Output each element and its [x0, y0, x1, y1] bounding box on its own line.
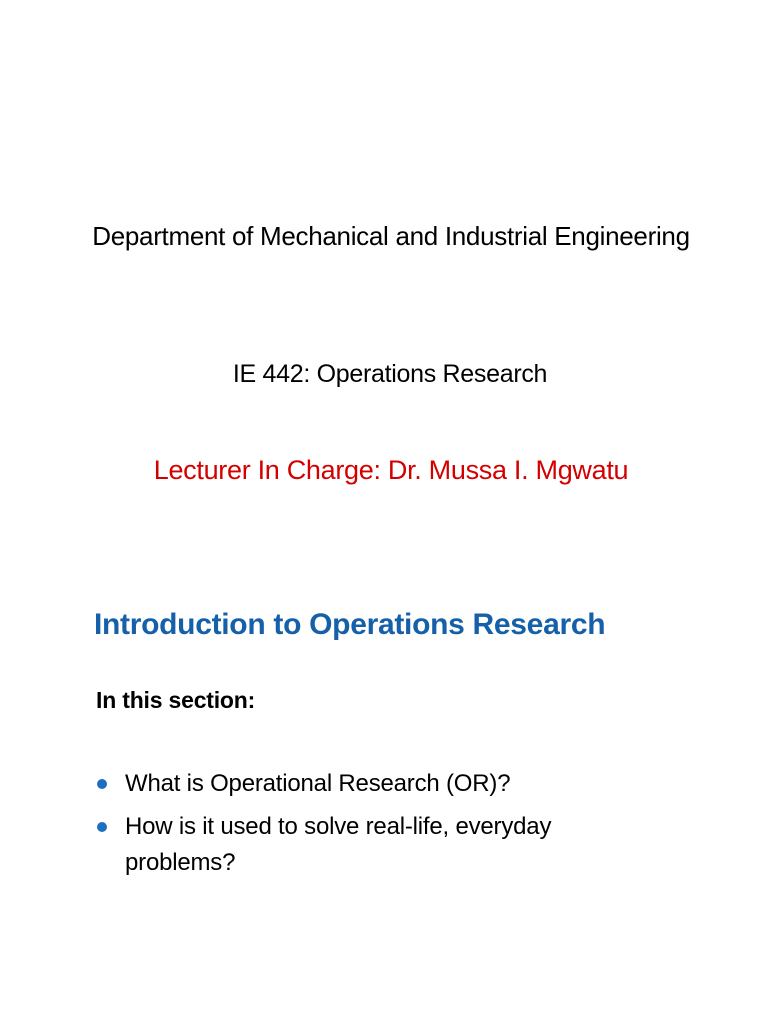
bullet-dot-icon — [97, 822, 107, 832]
lecturer-line: Lecturer In Charge: Dr. Mussa I. Mgwatu — [153, 455, 629, 485]
bullet-item — [96, 809, 656, 881]
bullet-list — [96, 766, 656, 888]
section-title: Introduction to Operations Research — [94, 608, 606, 641]
course-title: IE 442: Operations Research — [232, 360, 548, 388]
section-subheading: In this section: — [96, 687, 256, 713]
department-name: Department of Mechanical and Industrial Engineering — [92, 221, 690, 251]
bullet-dot-icon — [97, 779, 107, 789]
bullet-item — [96, 766, 656, 802]
bullet-text: How is it used to solve real-life, everyday problems? — [125, 813, 552, 876]
bullet-text: What is Operational Research (OR)? — [125, 770, 511, 797]
